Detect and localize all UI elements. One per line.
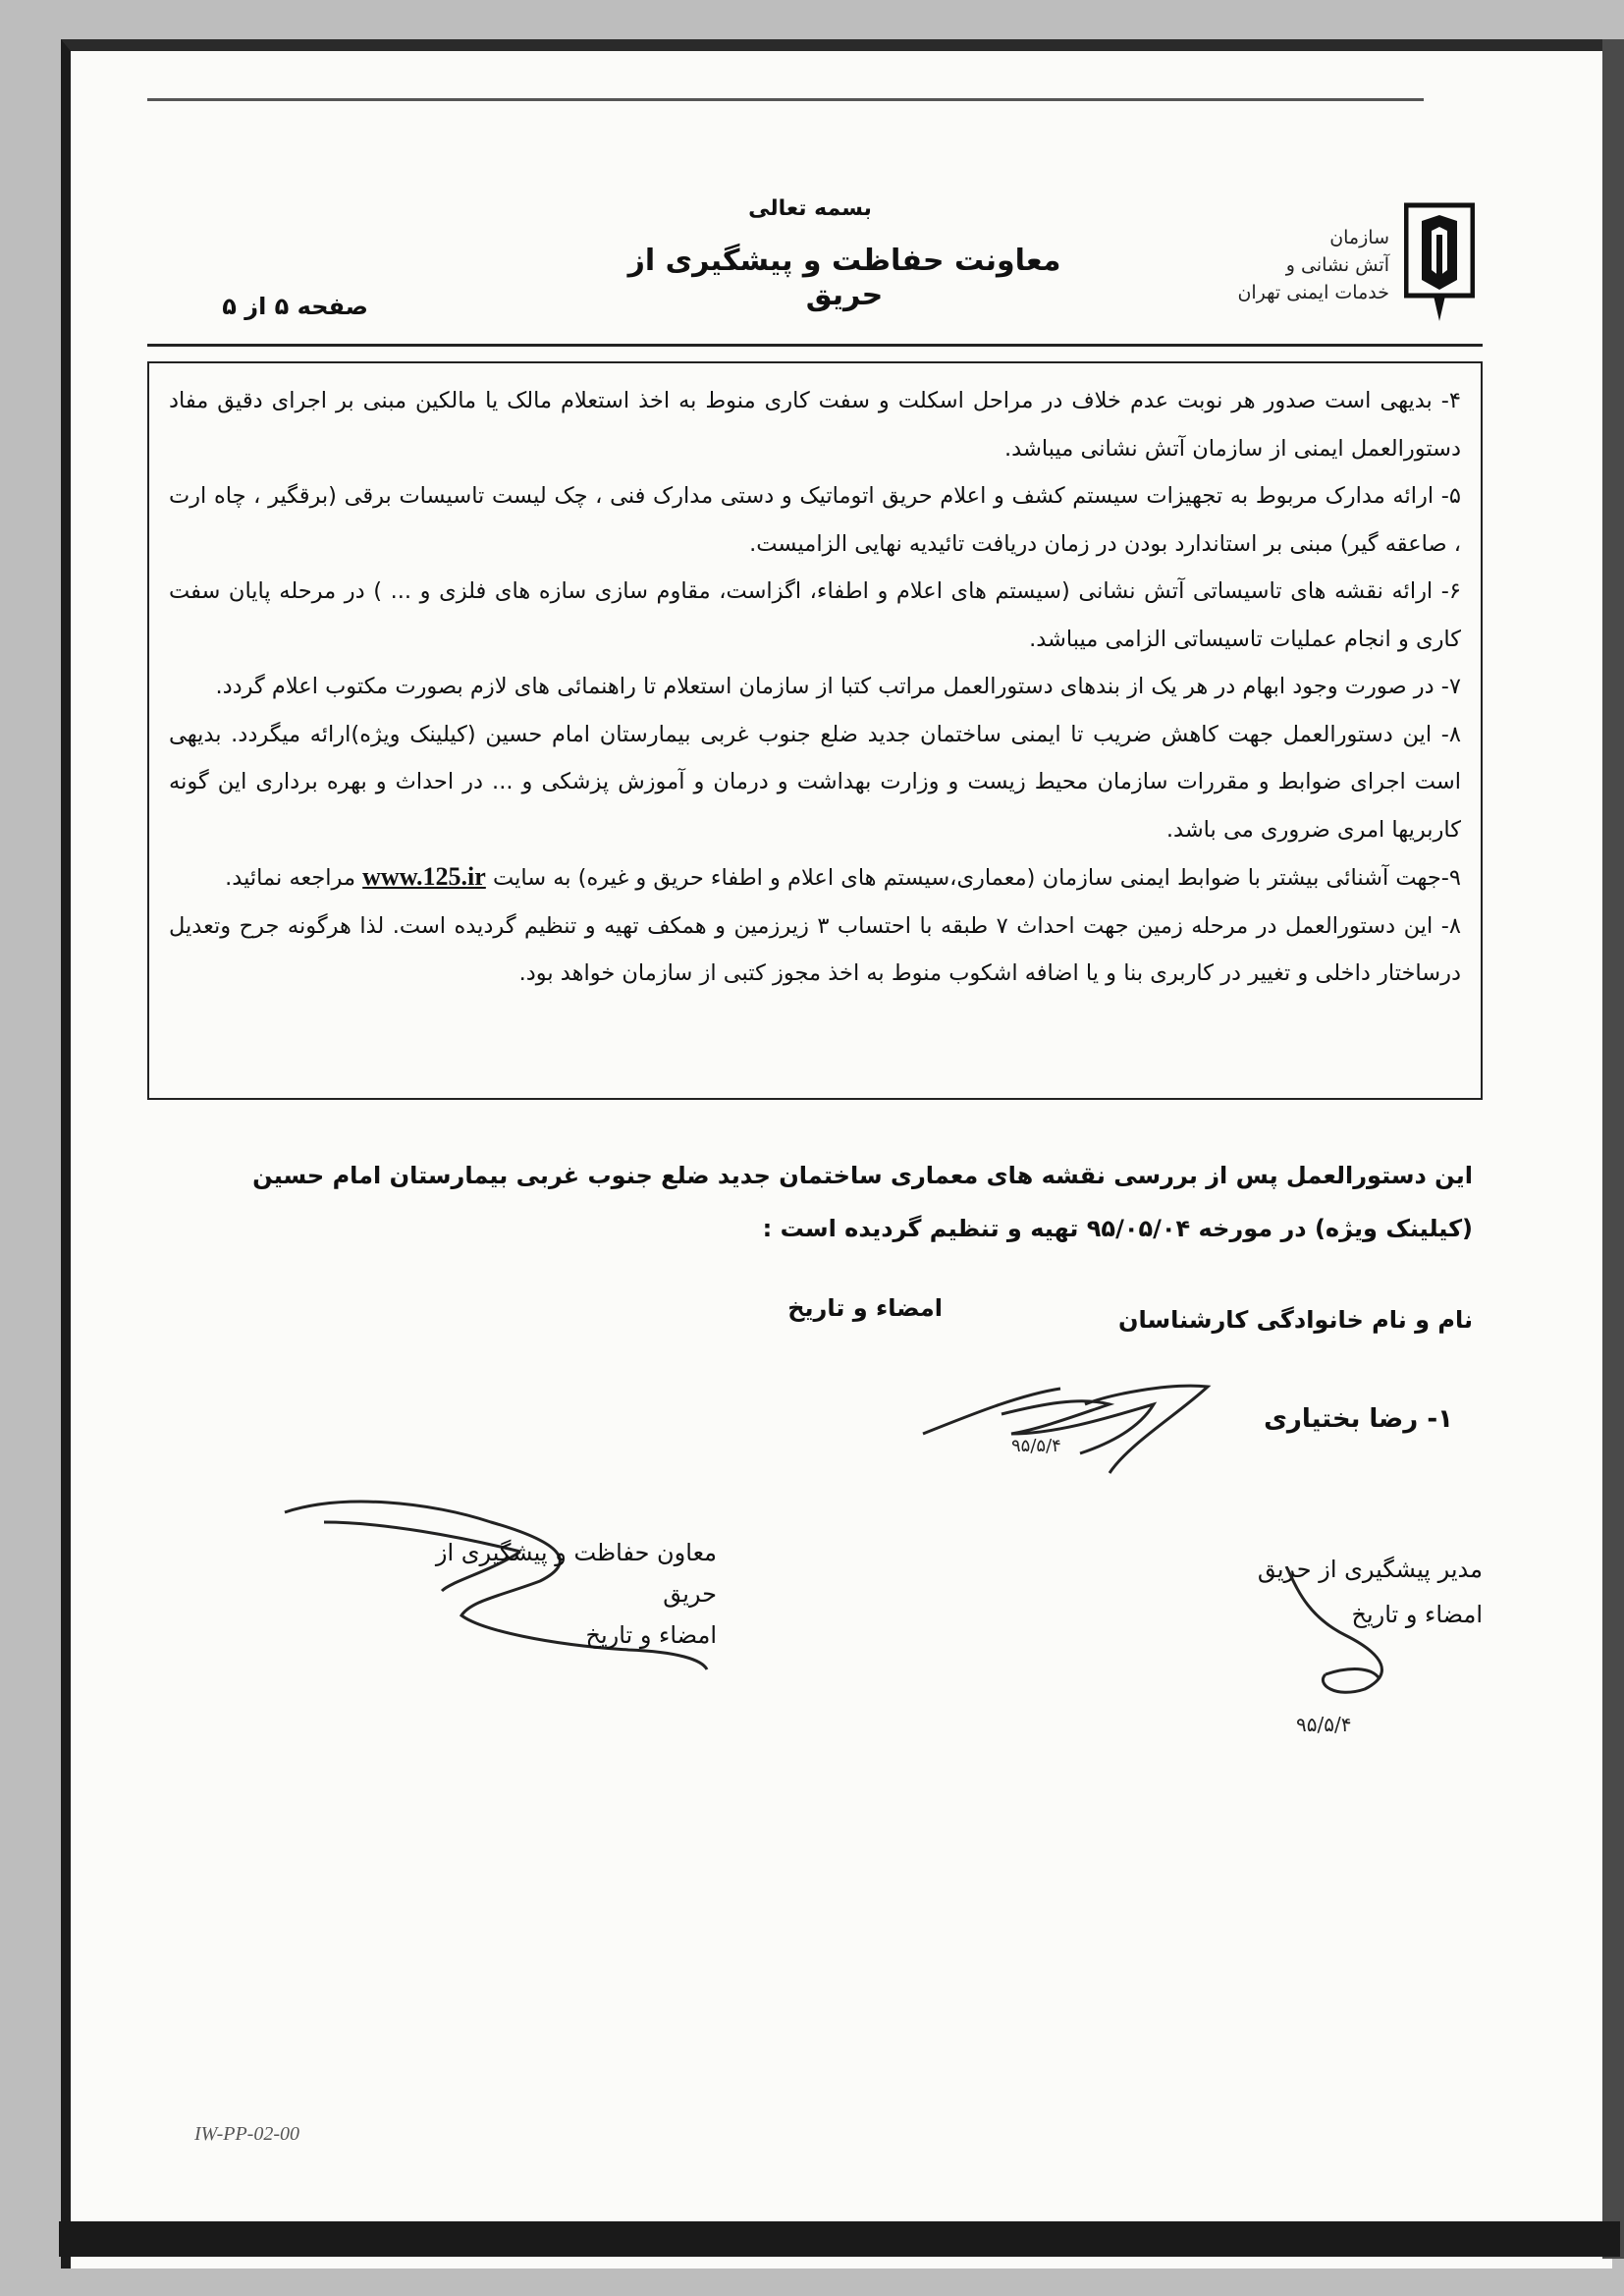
instruction-item-10: ۸- این دستورالعمل در مرحله زمین جهت احداث ۷ طبقه با احتساب ۳ زیرزمین و همکف تهیه و تنظیم گردیده است. لذا هرگونه جرح وتعدیل درساختار داخلی و تغییر در کاربری بنا و یا اضافه اشکوب منوط به اخذ مجوز کتبی از سازمان خواهد بود. xyxy=(169,912,1461,986)
deputy-title: معاون حفاظت و پیشگیری از حریق xyxy=(435,1539,717,1608)
item-9-text-end: مراجعه نمائید. xyxy=(225,865,355,891)
org-name-line-3: خدمات ایمنی تهران xyxy=(1237,282,1389,303)
org-logo-icon xyxy=(1404,201,1475,324)
form-code: IW-PP-02-00 xyxy=(194,2123,299,2145)
item-9-text: ۹-جهت آشنائی بیشتر با ضوابط ایمنی سازمان (معماری،سیستم های اعلام و اطفاء حریق و غیره) به سایت xyxy=(492,865,1461,891)
instruction-item-4: ۴- بدیهی است صدور هر نوبت عدم خلاف در مراحل اسکلت و سفت کاری منوط به اخذ استعلام مالک یا مالکین مبنی بر اجرای دقیق مفاد دستورالعمل ایمنی از سازمان آتش نشانی میباشد. xyxy=(169,388,1461,462)
deputy-sign-label: امضاء و تاریخ xyxy=(585,1621,717,1649)
expert-1-name: ۱- رضا بختیاری xyxy=(1264,1404,1453,1434)
website-link[interactable]: www.125.ir xyxy=(362,862,486,891)
experts-names-header: نام و نام خانوادگی کارشناسان xyxy=(1117,1306,1473,1334)
manager-title: مدیر پیشگیری از حریق xyxy=(1257,1556,1483,1583)
department-title: معاونت حفاظت و پیشگیری از حریق xyxy=(627,244,1061,312)
manager-signature-icon xyxy=(1257,1566,1414,1743)
instructions-box xyxy=(147,361,1483,1100)
manager-date: ۹۵/۵/۴ xyxy=(1296,1713,1352,1736)
instruction-item-7: ۷- در صورت وجود ابهام در هر یک از بندهای دستورالعمل مراتب کتبا از سازمان استعلام تا راهنمائی های لازم بصورت مکتوب اعلام گردد. xyxy=(215,674,1461,699)
manager-sign-label: امضاء و تاریخ xyxy=(1351,1601,1483,1628)
top-rule xyxy=(147,98,1424,101)
header-rule xyxy=(147,344,1483,347)
expert-1-signature-icon xyxy=(913,1375,1218,1483)
org-name-line-2: آتش نشانی و xyxy=(1285,254,1389,276)
conclusion-statement: این دستورالعمل پس از بررسی نقشه های معماری ساختمان جدید ضلع جنوب غربی بیمارستان امام حسین (کیلینک ویژه) در مورخه ۹۵/۰۵/۰۴ تهیه و تنظیم گردیده است : xyxy=(252,1162,1473,1242)
deputy-block xyxy=(393,1532,717,1656)
scan-edge-bottom xyxy=(59,2221,1620,2257)
instruction-item-5: ۵- ارائه مدارک مربوط به تجهیزات سیستم کشف و اعلام حریق اتوماتیک و دستی مدارک فنی ، چک لیست تاسیسات برقی (برقگیر ، چاه ارت ، صاعقه گیر) مبنی بر استاندارد بودن در زمان دریافت تائیدیه نهایی الزامیست. xyxy=(169,483,1461,557)
sign-date-header: امضاء و تاریخ xyxy=(787,1294,943,1322)
instruction-item-9 xyxy=(169,853,1461,902)
org-name-line-1: سازمان xyxy=(1329,227,1389,248)
org-name xyxy=(1203,224,1389,306)
scan-edge-right xyxy=(1602,39,1624,2259)
page-indicator: صفحه ۵ از ۵ xyxy=(222,293,368,320)
instruction-item-8: ۸- این دستورالعمل جهت کاهش ضریب تا ایمنی ساختمان جدید ضلع جنوب غربی بیمارستان امام حسین (کیلینک ویژه)ارائه میگردد. بدیهی است اجرای ضوابط و مقررات سازمان محیط زیست و وزارت بهداشت و درمان و آموزش پزشکی و ... در احداث و بهره برداری این گونه کاربریها امری ضروری می باشد. xyxy=(169,721,1461,843)
instruction-item-6: ۶- ارائه نقشه های تاسیساتی آتش نشانی (سیستم های اعلام و اطفاء، اگزاست، مقاوم سازی سازه های فلزی و ... ) در مرحله پایان سفت کاری و انجام عملیات تاسیساتی الزامی میباشد. xyxy=(169,578,1461,652)
expert-1-date: ۹۵/۵/۴ xyxy=(1011,1436,1061,1456)
basmala: بسمه تعالی xyxy=(748,196,872,221)
